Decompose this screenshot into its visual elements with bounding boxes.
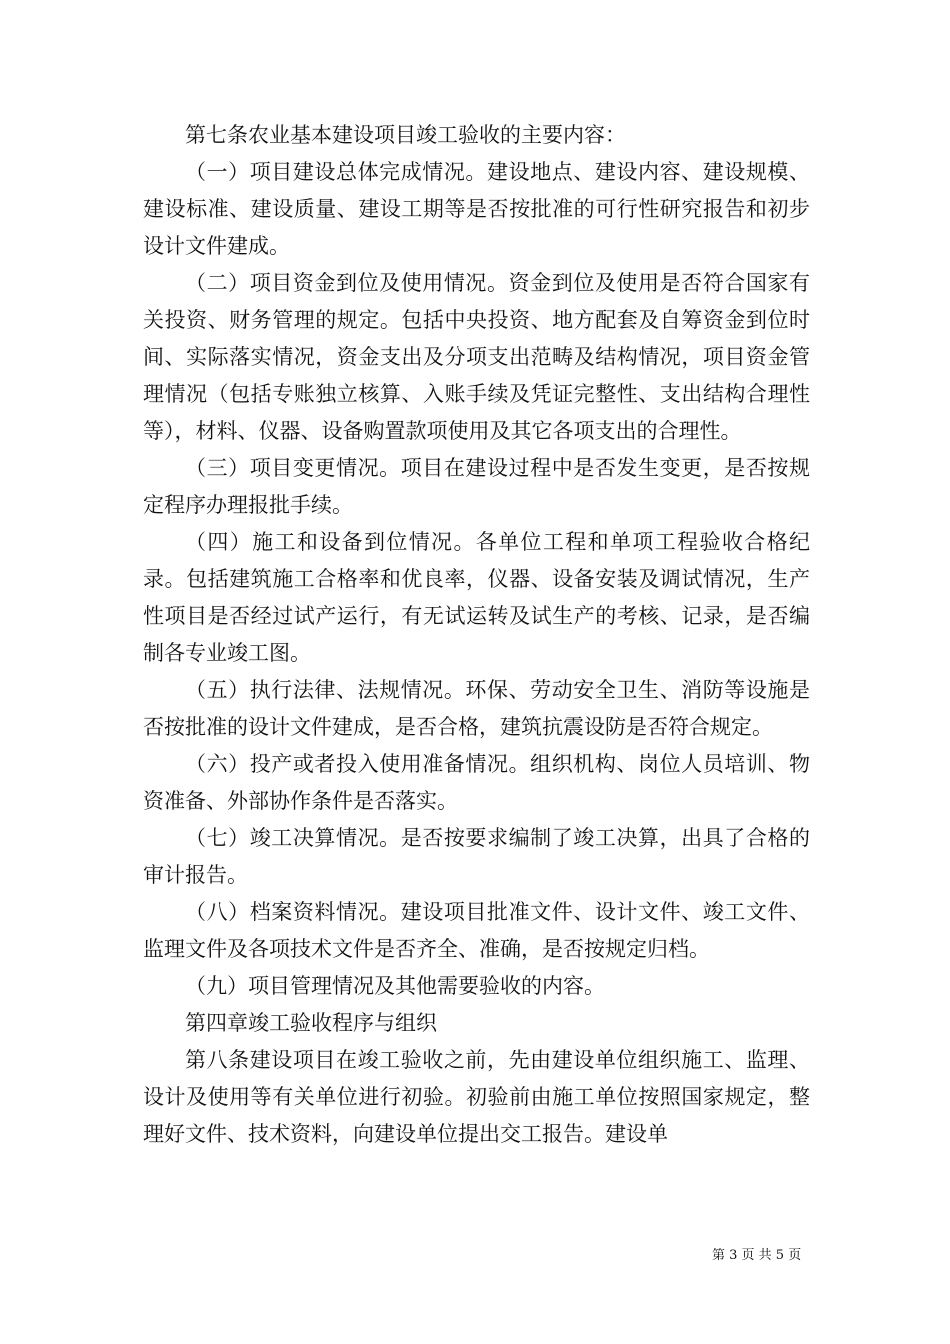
paragraph-item-9: （九）项目管理情况及其他需要验收的内容。 [185, 974, 605, 998]
paragraph-item-4: （四）施工和设备到位情况。各单位工程和单项工程验收合格纪录。包括建筑施工合格率和优良率，仪器、设备安装及调试情况，生产性项目是否经过试产运行，有无试运转及试生产的考核、记录，是否编制各专业竣工图。 [143, 530, 810, 665]
paragraph-item-5: （五）执行法律、法规情况。环保、劳动安全卫生、消防等设施是否按批准的设计文件建成，是否合格，建筑抗震设防是否符合规定。 [143, 678, 810, 739]
paragraph-article-7: 第七条农业基本建设项目竣工验收的主要内容： [185, 123, 626, 147]
paragraph-item-7: （七）竣工决算情况。是否按要求编制了竣工决算，出具了合格的审计报告。 [143, 826, 810, 887]
paragraph-item-8: （八）档案资料情况。建设项目批准文件、设计文件、竣工文件、监理文件及各项技术文件是否齐全、准确，是否按规定归档。 [143, 900, 810, 961]
document-body [143, 117, 810, 1153]
paragraph-item-6: （六）投产或者投入使用准备情况。组织机构、岗位人员培训、物资准备、外部协作条件是否落实。 [143, 752, 810, 813]
page-number: 第 3 页 共 5 页 [712, 1248, 802, 1263]
paragraph-item-3: （三）项目变更情况。项目在建设过程中是否发生变更，是否按规定程序办理报批手续。 [143, 456, 810, 517]
paragraph-item-1: （一）项目建设总体完成情况。建设地点、建设内容、建设规模、建设标准、建设质量、建设工期等是否按批准的可行性研究报告和初步设计文件建成。 [143, 160, 810, 258]
chapter-heading: 第四章竣工验收程序与组织 [185, 1011, 437, 1035]
paragraph-item-2: （二）项目资金到位及使用情况。资金到位及使用是否符合国家有关投资、财务管理的规定。包括中央投资、地方配套及自筹资金到位时间、实际落实情况，资金支出及分项支出范畴及结构情况，项目资金管理情况（包括专账独立核算、入账手续及凭证完整性、支出结构合理性等），材料、仪器、设备购置款项使用及其它各项支出的合理性。 [143, 271, 810, 443]
paragraph-article-8: 第八条建设项目在竣工验收之前，先由建设单位组织施工、监理、设计及使用等有关单位进行初验。初验前由施工单位按照国家规定，整理好文件、技术资料，向建设单位提出交工报告。建设单 [143, 1048, 810, 1146]
